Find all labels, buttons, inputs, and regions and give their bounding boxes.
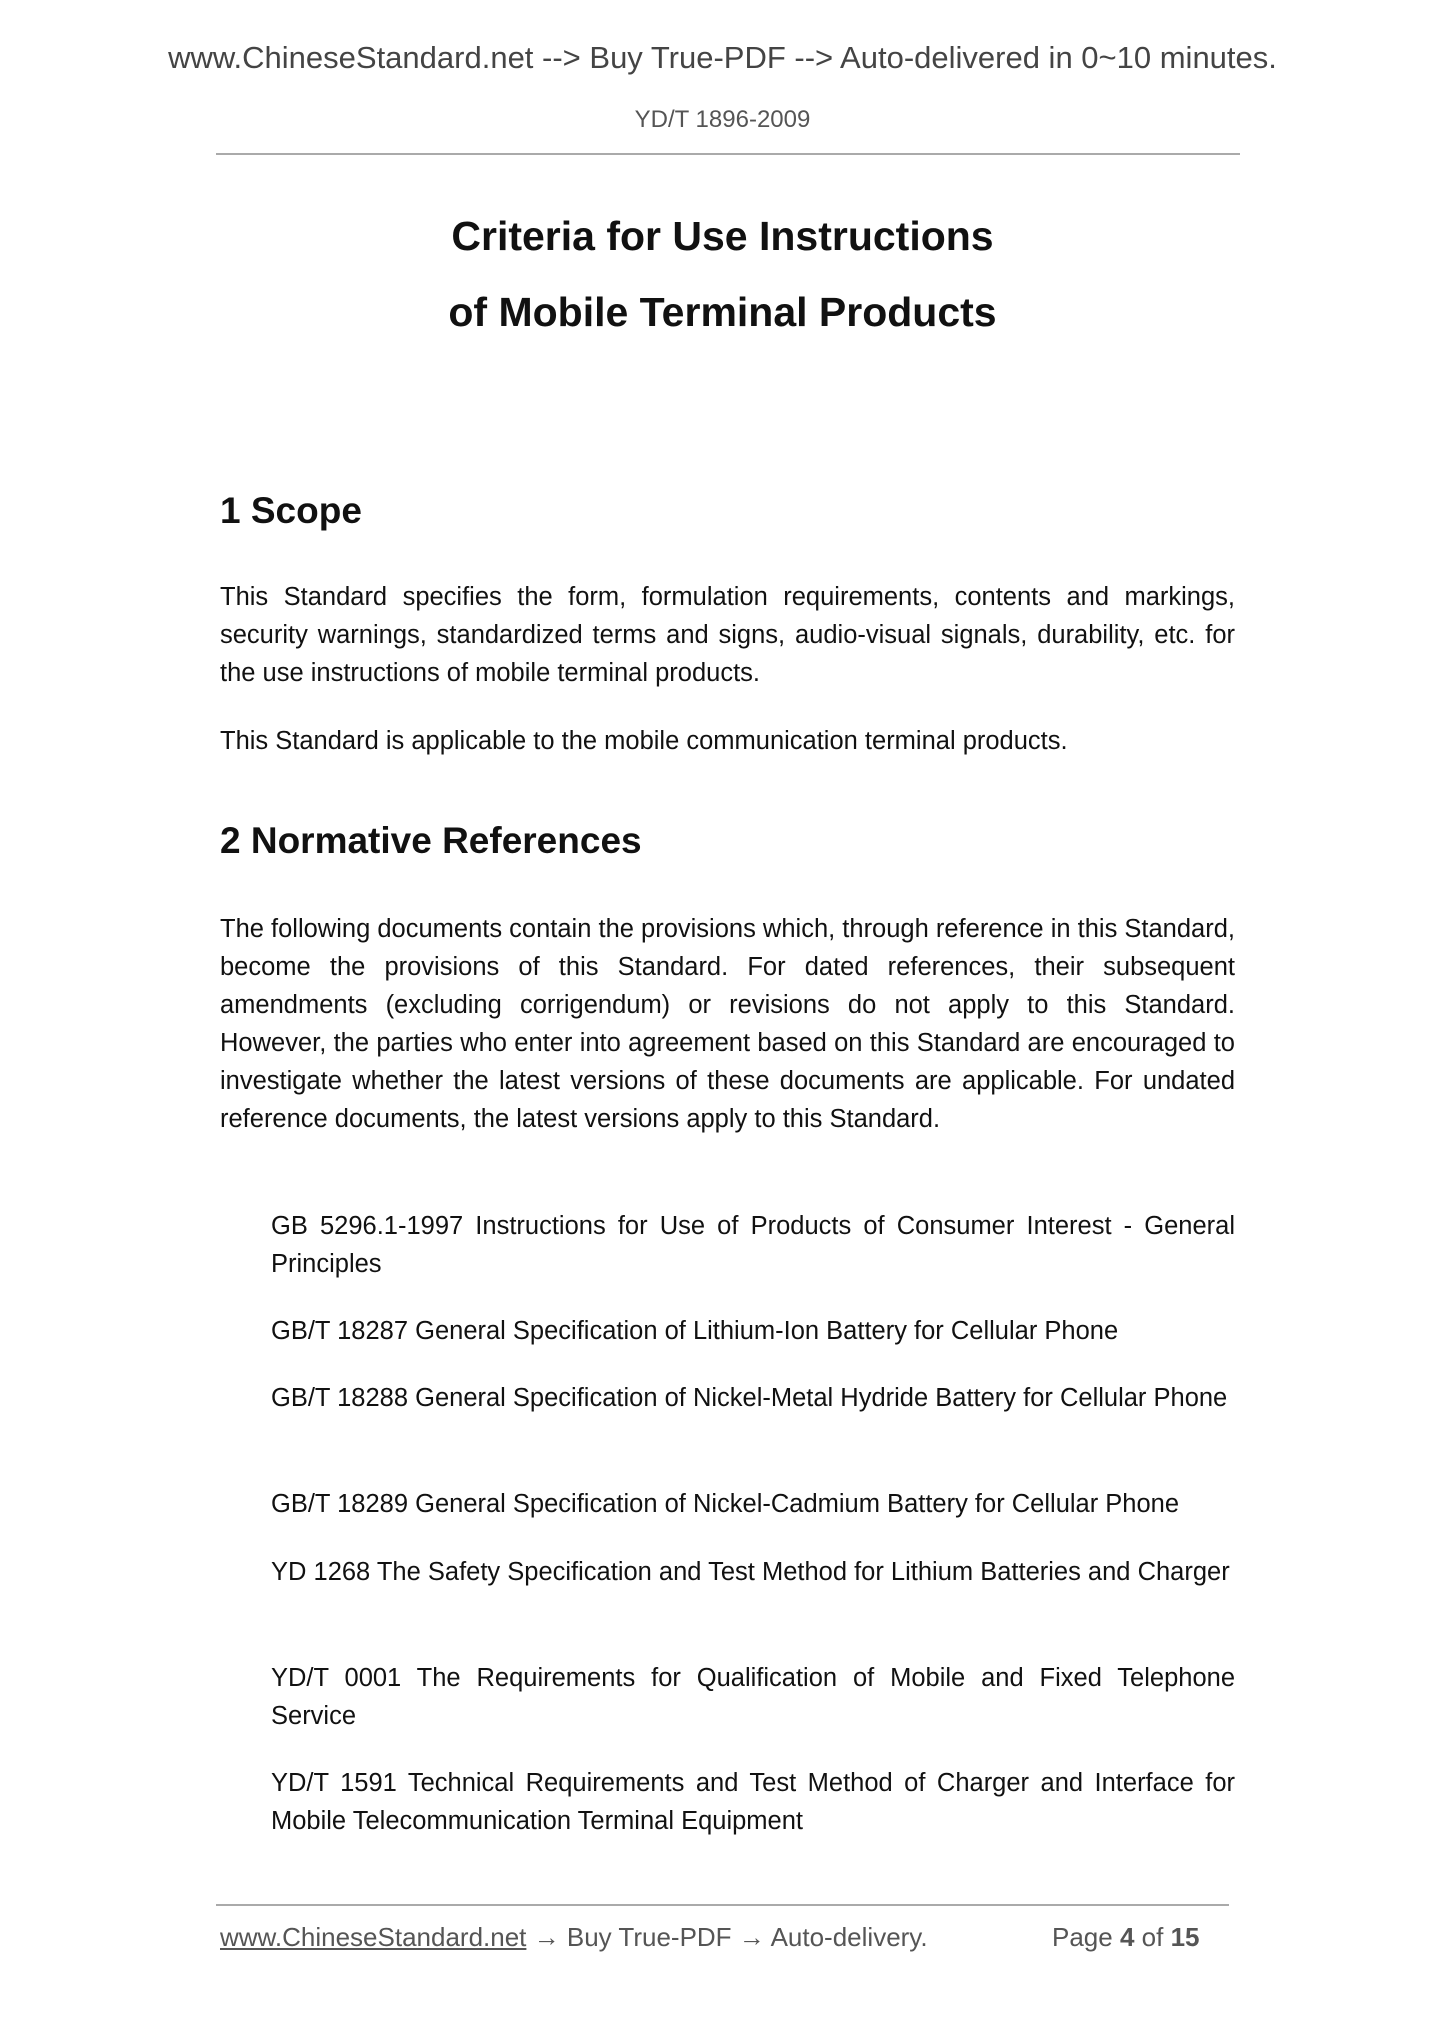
document-title-line2: of Mobile Terminal Products <box>448 289 997 335</box>
section-heading-scope: 1 Scope <box>220 490 362 531</box>
document-title-line1: Criteria for Use Instructions <box>451 213 994 259</box>
reference-item: YD 1268 The Safety Specification and Test Method for Lithium Batteries and Charger <box>271 1558 1230 1586</box>
footer-tagline: → Buy True-PDF → Auto-delivery. <box>526 1922 928 1952</box>
footer-link[interactable]: www.ChineseStandard.net <box>220 1922 527 1952</box>
scope-applicability: This Standard is applicable to the mobile communication terminal products. <box>220 727 1068 755</box>
page-indicator <box>1052 1922 1200 1953</box>
reference-item: YD/T 1591 Technical Requirements and Test Method of Charger and Interface for Mobile Telecommunication Terminal Equipment <box>271 1769 1235 1835</box>
reference-item: GB/T 18289 General Specification of Nickel-Cadmium Battery for Cellular Phone <box>271 1490 1180 1518</box>
of-label: of <box>1141 1922 1164 1952</box>
reference-item: GB/T 18288 General Specification of Nickel-Metal Hydride Battery for Cellular Phone <box>271 1384 1228 1412</box>
document-code: YD/T 1896-2009 <box>634 106 811 133</box>
footer-divider <box>216 1904 1229 1906</box>
references-paragraph: The following documents contain the provisions which, through reference in this Standard, become the provisions of this Standard. For dated references, their subsequent amendments (excluding corrigendum) or revisions do not apply to this Standard. However, the parties who enter into agreement based on this Standard are encouraged to investigate whether the latest versions of these documents are applicable. For undated reference documents, the latest versions apply to this Standard. <box>220 915 1235 1133</box>
page-number: 4 <box>1119 1922 1135 1952</box>
footer-text <box>220 1922 928 1953</box>
page-label: Page <box>1052 1922 1113 1952</box>
top-banner: www.ChineseStandard.net --> Buy True-PDF --> Auto-delivered in 0~10 minutes. <box>168 40 1277 75</box>
reference-item: YD/T 0001 The Requirements for Qualification of Mobile and Fixed Telephone Service <box>271 1664 1235 1730</box>
page-total: 15 <box>1170 1922 1200 1952</box>
reference-item: GB/T 18287 General Specification of Lithium-Ion Battery for Cellular Phone <box>271 1317 1119 1345</box>
reference-item: GB 5296.1-1997 Instructions for Use of Products of Consumer Interest - General Principles <box>271 1212 1235 1278</box>
header-divider <box>216 153 1240 155</box>
scope-paragraph: This Standard specifies the form, formulation requirements, contents and markings, security warnings, standardized terms and signs, audio-visual signals, durability, etc. for the use instructions of mobile terminal products. <box>220 583 1235 687</box>
section-heading-references: 2 Normative References <box>220 820 642 861</box>
